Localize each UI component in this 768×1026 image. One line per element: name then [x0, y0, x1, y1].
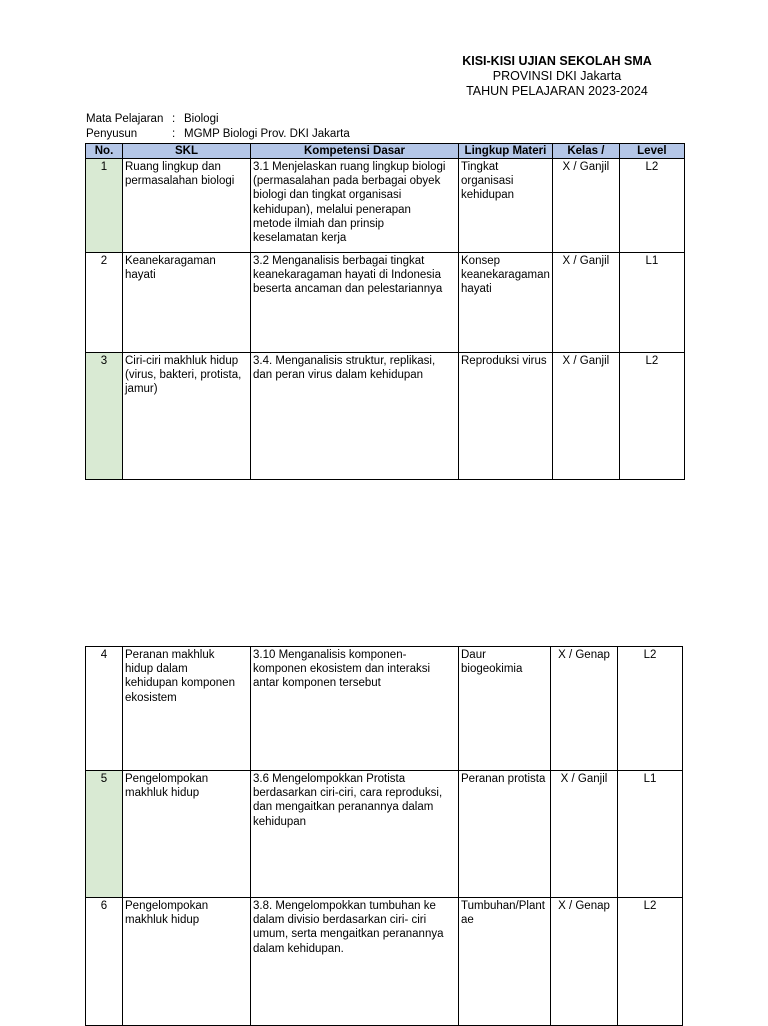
table-row — [86, 898, 683, 1026]
row-number: 5 — [86, 771, 123, 898]
kompetensi-dasar-cell: 3.6 Mengelompokkan Protista berdasarkan ciri-ciri, cara reproduksi, dan mengaitkan peranannya dalam kehidupan — [251, 771, 459, 898]
row-number: 3 — [86, 353, 123, 480]
skl-cell: Ciri-ciri makhluk hidup (virus, bakteri, protista, jamur) — [123, 353, 251, 480]
kelas-cell: X / Ganjil — [551, 771, 618, 898]
subject-value: Biologi — [184, 113, 219, 125]
kisi-kisi-table-part-1 — [85, 143, 685, 480]
kelas-cell: X / Ganjil — [552, 253, 619, 353]
column-header-kompetensi-dasar: Kompetensi Dasar — [251, 144, 459, 159]
level-cell: L1 — [618, 771, 683, 898]
row-number: 6 — [86, 898, 123, 1026]
skl-cell: Pengelompokan makhluk hidup — [123, 898, 251, 1026]
skl-cell: Keanekaragaman hayati — [123, 253, 251, 353]
skl-cell: Ruang lingkup dan permasalahan biologi — [123, 159, 251, 253]
author-value: MGMP Biologi Prov. DKI Jakarta — [184, 128, 350, 140]
column-header-no: No. — [86, 144, 123, 159]
kelas-cell: X / Ganjil — [552, 353, 619, 480]
academic-year-line: TAHUN PELAJARAN 2023-2024 — [466, 84, 648, 98]
table-row — [86, 353, 685, 480]
kompetensi-dasar-cell: 3.8. Mengelompokkan tumbuhan ke dalam divisio berdasarkan ciri- ciri umum, serta mengaitkan peranannya dalam kehidupan. — [251, 898, 459, 1026]
level-cell: L2 — [618, 647, 683, 771]
level-cell: L2 — [619, 353, 684, 480]
table-header-row — [86, 144, 685, 159]
author-label: Penyusun — [86, 128, 138, 140]
level-cell: L1 — [619, 253, 684, 353]
column-header-skl: SKL — [123, 144, 251, 159]
subject-separator: : — [172, 113, 176, 125]
lingkup-materi-cell: Daur biogeokimia — [459, 647, 551, 771]
lingkup-materi-cell: Konsep keanekaragaman hayati — [459, 253, 553, 353]
table-row — [86, 771, 683, 898]
column-header-kelas: Kelas / — [552, 144, 619, 159]
column-header-level: Level — [619, 144, 684, 159]
kisi-kisi-table-part-2 — [85, 646, 683, 1026]
kelas-cell: X / Ganjil — [552, 159, 619, 253]
lingkup-materi-cell: Tingkat organisasi kehidupan — [459, 159, 553, 253]
lingkup-materi-cell: Peranan protista — [459, 771, 551, 898]
lingkup-materi-cell: Reproduksi virus — [459, 353, 553, 480]
row-number: 4 — [86, 647, 123, 771]
kompetensi-dasar-cell: 3.10 Menganalisis komponen- komponen ekosistem dan interaksi antar komponen tersebut — [251, 647, 459, 771]
subject-label: Mata Pelajaran — [86, 113, 164, 125]
subject-line — [86, 113, 219, 126]
kompetensi-dasar-cell: 3.2 Menganalisis berbagai tingkat keanekaragaman hayati di Indonesia beserta ancaman dan pelestariannya — [251, 253, 459, 353]
level-cell: L2 — [618, 898, 683, 1026]
kelas-cell: X / Genap — [551, 647, 618, 771]
column-header-lingkup-materi: Lingkup Materi — [459, 144, 553, 159]
table-row — [86, 253, 685, 353]
level-cell: L2 — [619, 159, 684, 253]
row-number: 2 — [86, 253, 123, 353]
lingkup-materi-cell: Tumbuhan/Plant ae — [459, 898, 551, 1026]
skl-cell: Pengelompokan makhluk hidup — [123, 771, 251, 898]
kompetensi-dasar-cell: 3.1 Menjelaskan ruang lingkup biologi (permasalahan pada berbagai obyek biologi dan tingkat organisasi kehidupan), melalui penerapan metode ilmiah dan prinsip keselamatan kerja — [251, 159, 459, 253]
row-number: 1 — [86, 159, 123, 253]
table-row — [86, 647, 683, 771]
province-line: PROVINSI DKI Jakarta — [492, 69, 622, 83]
document-header — [400, 54, 714, 99]
author-separator: : — [172, 128, 176, 140]
document-title: KISI-KISI UJIAN SEKOLAH SMA — [462, 54, 652, 68]
kelas-cell: X / Genap — [551, 898, 618, 1026]
kompetensi-dasar-cell: 3.4. Menganalisis struktur, replikasi, dan peran virus dalam kehidupan — [251, 353, 459, 480]
table-row — [86, 159, 685, 253]
skl-cell: Peranan makhluk hidup dalam kehidupan komponen ekosistem — [123, 647, 251, 771]
author-line — [86, 128, 350, 141]
